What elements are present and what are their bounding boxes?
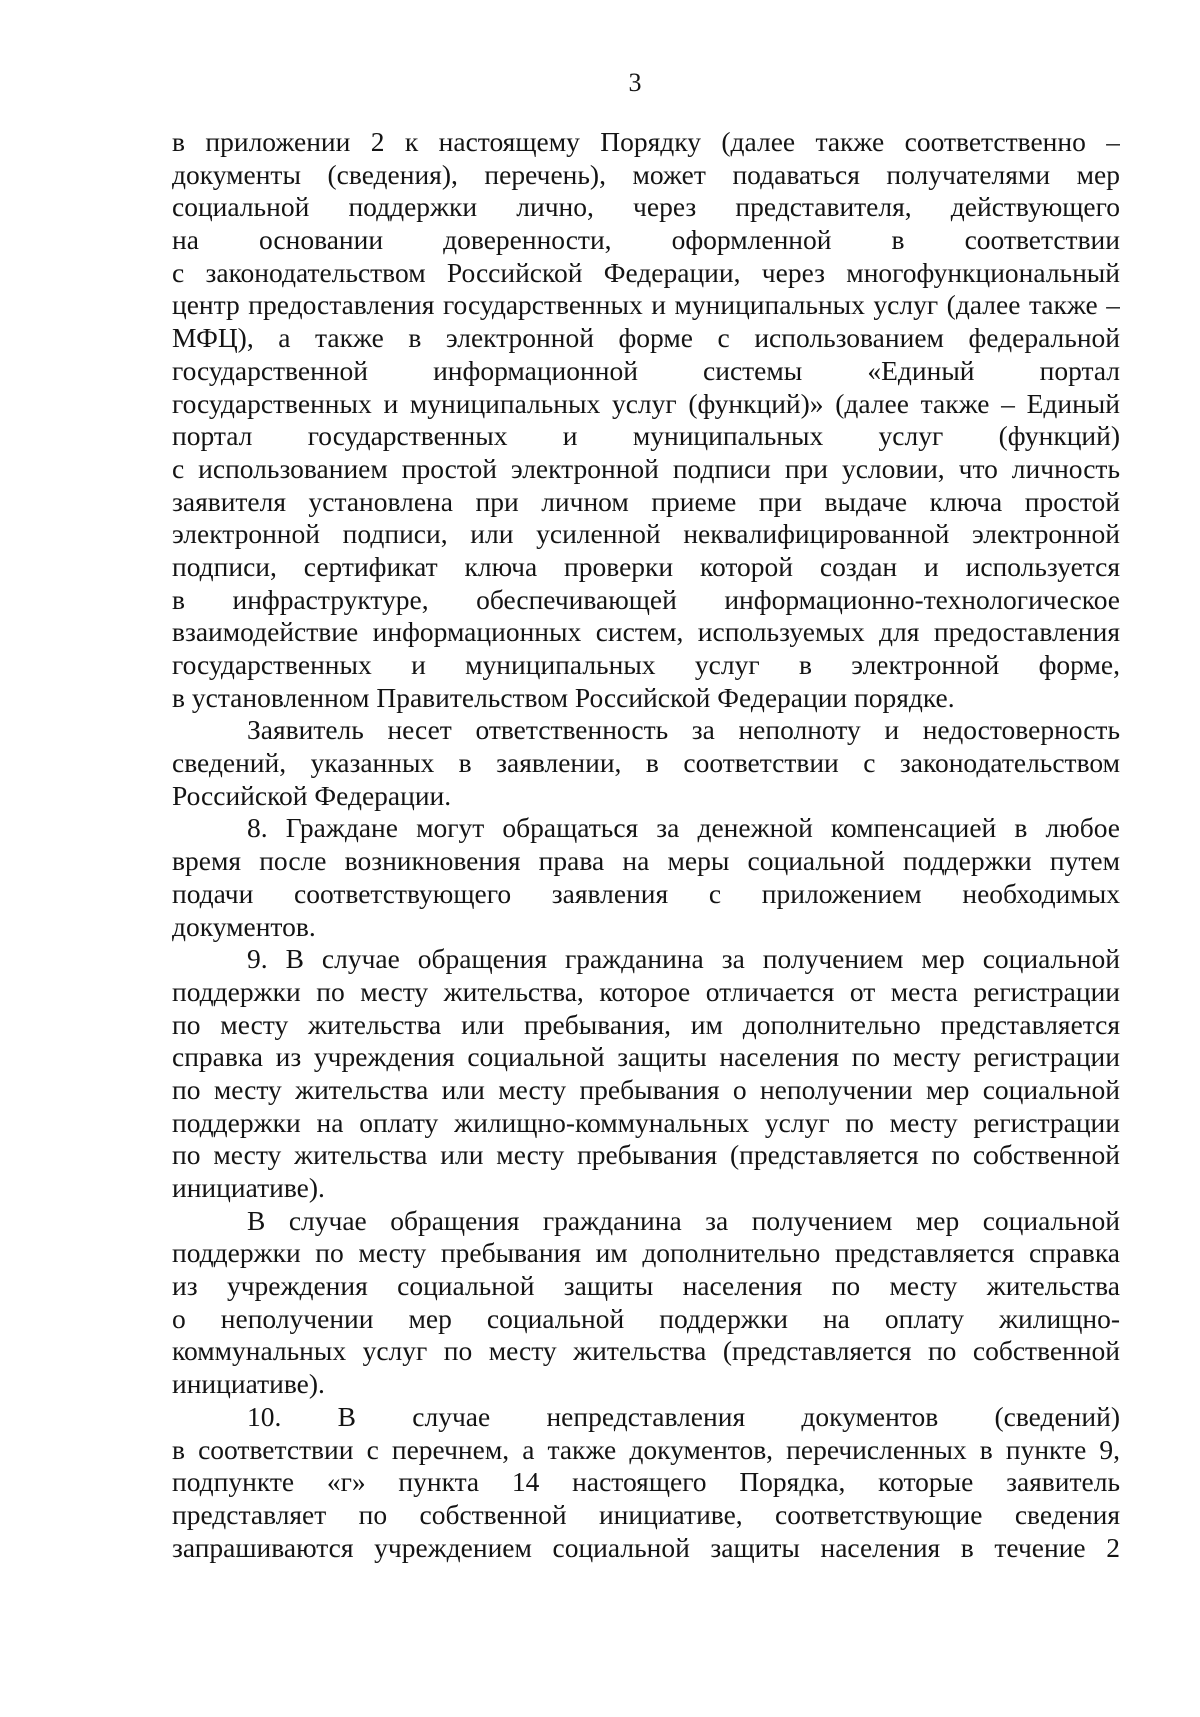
paragraph-item-9 xyxy=(172,943,1120,1205)
text-line: поддержки по месту жительства, которое отличается от места регистрации xyxy=(172,975,1120,1007)
text-line: с законодательством Российской Федерации, через многофункциональный xyxy=(172,256,1120,288)
text-line: портал государственных и муниципальных услуг (функций) xyxy=(172,420,1120,452)
text-line: взаимодействие информационных систем, используемых для предоставления xyxy=(172,616,1120,648)
text-line: с использованием простой электронной подписи при условии, что личность xyxy=(172,452,1120,484)
text-line: заявителя установлена при личном приеме при выдаче ключа простой xyxy=(172,485,1120,517)
text-line: инициативе). xyxy=(172,1368,325,1400)
text-line: в инфраструктуре, обеспечивающей информационно-технологическое xyxy=(172,583,1120,615)
text-line: поддержки на оплату жилищно-коммунальных услуг по месту регистрации xyxy=(172,1106,1120,1138)
paragraph-item-8 xyxy=(172,812,1120,943)
paragraph-item-10 xyxy=(172,1401,1120,1564)
text-line: подачи соответствующего заявления с приложением необходимых xyxy=(172,877,1120,909)
text-line: время после возникновения права на меры социальной поддержки путем xyxy=(172,845,1120,877)
text-line: на основании доверенности, оформленной в соответствии xyxy=(172,224,1120,256)
text-line: инициативе). xyxy=(172,1172,325,1203)
text-line: поддержки по месту пребывания им дополнительно представляется справка xyxy=(172,1237,1120,1269)
text-line: по месту жительства или месту пребывания (представляется по собственной xyxy=(172,1139,1120,1171)
text-line: государственных и муниципальных услуг в электронной форме, xyxy=(172,649,1120,680)
text-line: в соответствии с перечнем, а также документов, перечисленных в пункте 9, xyxy=(172,1433,1120,1465)
text-line: центр предоставления государственных и муниципальных услуг (далее также – xyxy=(172,289,1120,321)
paragraph-continuation xyxy=(172,126,1120,714)
text-line: государственной информационной системы «Единый портал xyxy=(172,354,1120,386)
text-line: 8. Граждане могут обращаться за денежной компенсацией в любое xyxy=(247,812,1120,844)
text-line: в установленном Правительством Российской Федерации порядке. xyxy=(172,681,955,713)
text-line: справка из учреждения социальной защиты населения по месту регистрации xyxy=(172,1041,1120,1073)
text-line: по месту жительства или пребывания, им дополнительно представляется xyxy=(172,1008,1120,1040)
text-line: подпункте «г» пункта 14 настоящего Порядка, которые заявитель xyxy=(172,1466,1120,1498)
page-number: 3 xyxy=(628,68,642,97)
text-line: МФЦ), а также в электронной форме с использованием федеральной xyxy=(172,322,1120,354)
text-line: Российской Федерации. xyxy=(172,779,452,811)
text-line: подписи, сертификат ключа проверки которой создан и используется xyxy=(172,550,1120,582)
text-line: из учреждения социальной защиты населения по месту жительства xyxy=(172,1270,1120,1302)
text-line: государственных и муниципальных услуг (функций)» (далее также – Единый xyxy=(172,387,1120,419)
text-line: электронной подписи, или усиленной неквалифицированной электронной xyxy=(172,518,1120,550)
text-line: В случае обращения гражданина за получением мер социальной xyxy=(247,1204,1120,1236)
document-body xyxy=(172,126,1120,1564)
text-line: о неполучении мер социальной поддержки на оплату жилищно- xyxy=(172,1302,1120,1334)
paragraph-item-9-second xyxy=(172,1205,1120,1401)
text-line: запрашиваются учреждением социальной защиты населения в течение 2 xyxy=(172,1531,1120,1563)
text-line: коммунальных услуг по месту жительства (представляется по собственной xyxy=(172,1335,1120,1367)
text-line: 10. В случае непредставления документов (сведений) xyxy=(247,1400,1120,1432)
paragraph-responsibility xyxy=(172,714,1120,812)
text-line: социальной поддержки лично, через представителя, действующего xyxy=(172,191,1120,223)
text-line: документов. xyxy=(172,910,316,942)
text-line: документы (сведения), перечень), может подаваться получателями мер xyxy=(172,158,1120,190)
text-line: 9. В случае обращения гражданина за получением мер социальной xyxy=(247,943,1120,975)
text-line: Заявитель несет ответственность за неполноту и недостоверность xyxy=(247,714,1120,746)
text-line: в приложении 2 к настоящему Порядку (далее также соответственно – xyxy=(172,126,1120,157)
text-line: по месту жительства или месту пребывания о неполучении мер социальной xyxy=(172,1073,1120,1105)
text-line: представляет по собственной инициативе, соответствующие сведения xyxy=(172,1498,1120,1530)
text-line: сведений, указанных в заявлении, в соответствии с законодательством xyxy=(172,747,1120,779)
